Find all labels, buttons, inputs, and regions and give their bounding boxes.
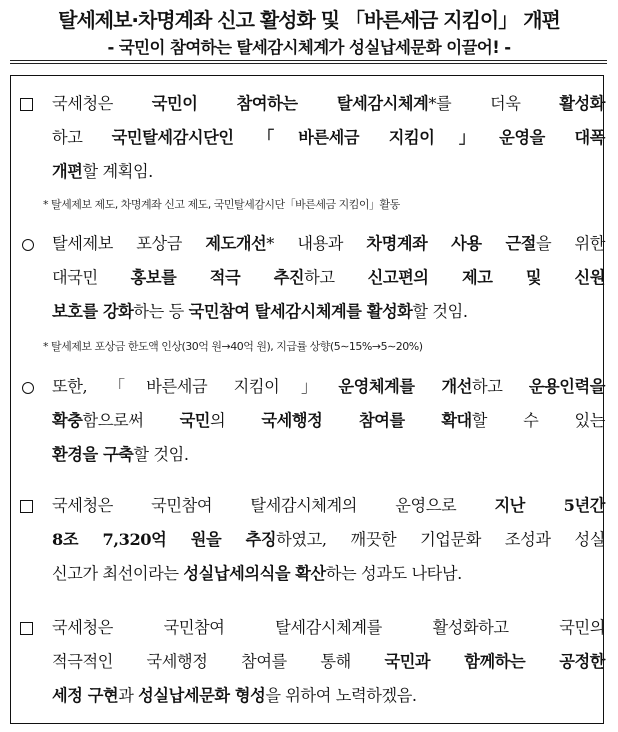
page-subtitle: - 국민이 참여하는 탈세감시체계가 성실납세문화 이끌어! - [107,38,511,57]
paragraph-line: 보호를 강화하는 등 국민참여 탈세감시체계를 활성화할 것임. [52,302,468,321]
paragraph-line: 국세청은 국민참여 탈세감시체계를 활성화하고 국민의 [52,618,605,637]
paragraph-line: 국세청은 국민이 참여하는 탈세감시체계*를 더욱 활성화 [52,94,605,113]
title-divider-top [10,60,607,61]
paragraph-line: 신고가 최선이라는 성실납세의식을 확산하는 성과도 나타남. [52,564,462,583]
paragraph-line: 적극적인 국세행정 참여를 통해 국민과 함께하는 공정한 [52,652,605,671]
paragraph-line: 또한,「바른세금 지킴이」운영체계를 개선하고 운용인력을 [52,377,605,396]
page-title: 탈세제보·차명계좌 신고 활성화 및 「바른세금 지킴이」 개편 [58,8,560,32]
footnote-1: * 탈세제보 제도, 차명계좌 신고 제도, 국민탈세감시단「바른세금 지킴이」활동 [43,198,400,211]
paragraph-2 [20,227,605,329]
paragraph-1 [20,87,605,189]
paragraph-line: 환경을 구축할 것임. [52,445,189,464]
paragraph-5 [20,611,605,713]
paragraph-line: 대국민 홍보를 적극 추진하고 신고편의 제고 및 신원 [52,268,605,287]
circle-bullet-icon [20,227,34,263]
paragraph-line: 국세청은 국민참여 탈세감시체계의 운영으로 지난 5년간 [52,496,605,515]
paragraph-line: 개편할 계획임. [52,162,153,181]
paragraph-line: 하고 국민탈세감시단인「바른세금 지킴이」운영을 대폭 [52,128,605,147]
paragraph-line: 세정 구현과 성실납세문화 형성을 위하여 노력하겠음. [52,686,417,705]
paragraph-line: 8조 7,320억 원을 추징하였고, 깨끗한 기업문화 조성과 성실 [52,530,605,549]
circle-bullet-icon [20,370,34,406]
square-bullet-icon [20,611,33,647]
footnote-2: * 탈세제보 포상금 한도액 인상(30억 원→40억 원), 지급률 상향(5∼15%→5∼20%) [43,340,423,353]
paragraph-line: 확충함으로써 국민의 국세행정 참여를 확대할 수 있는 [52,411,605,430]
square-bullet-icon [20,489,33,525]
square-bullet-icon [20,87,33,123]
title-divider-bottom [10,63,607,64]
paragraph-3 [20,370,605,472]
paragraph-line: 탈세제보 포상금 제도개선* 내용과 차명계좌 사용 근절을 위한 [52,234,606,253]
paragraph-4 [20,489,605,591]
